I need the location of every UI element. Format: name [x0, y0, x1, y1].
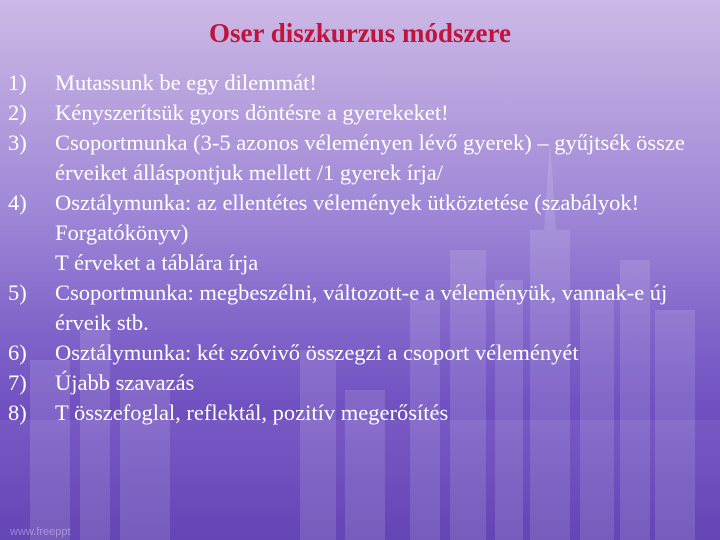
list-item [8, 278, 708, 338]
item-text: Osztálymunka: két szóvivő összegzi a csoport véleményét [55, 340, 579, 365]
item-number: 8) [8, 400, 27, 425]
item-number: 2) [8, 100, 27, 125]
list-item [8, 338, 708, 368]
item-text: Osztálymunka: az ellentétes vélemények ütköztetése (szabályok! Forgatókönyv) [55, 190, 640, 245]
list-item [8, 128, 708, 188]
item-text: Csoportmunka: megbeszélni, változott-e a véleményük, vannak-e új érveik stb. [55, 280, 668, 335]
item-text: Újabb szavazás [55, 370, 195, 395]
item-text: Csoportmunka (3-5 azonos véleményen lévő gyerek) – gyűjtsék össze érveiket álláspontjuk mellett /1 gyerek írja/ [55, 130, 685, 185]
item-extra-text: T érveket a táblára írja [55, 250, 259, 275]
item-number: 4) [8, 190, 27, 215]
list-item [8, 188, 708, 278]
list-item [8, 368, 708, 398]
watermark: www.freeppt [10, 526, 71, 538]
item-number: 5) [8, 280, 27, 305]
slide-title: Oser diszkurzus módszere [209, 18, 511, 48]
list-item [8, 98, 708, 128]
item-number: 1) [8, 70, 27, 95]
item-text: T összefoglal, reflektál, pozitív megerősítés [55, 400, 449, 425]
list-item [8, 68, 708, 98]
item-number: 7) [8, 370, 27, 395]
steps-list [8, 68, 708, 428]
item-number: 3) [8, 130, 27, 155]
item-text: Kényszerítsük gyors döntésre a gyerekeket! [55, 100, 449, 125]
item-number: 6) [8, 340, 27, 365]
item-text: Mutassunk be egy dilemmát! [55, 70, 317, 95]
list-item [8, 398, 708, 428]
